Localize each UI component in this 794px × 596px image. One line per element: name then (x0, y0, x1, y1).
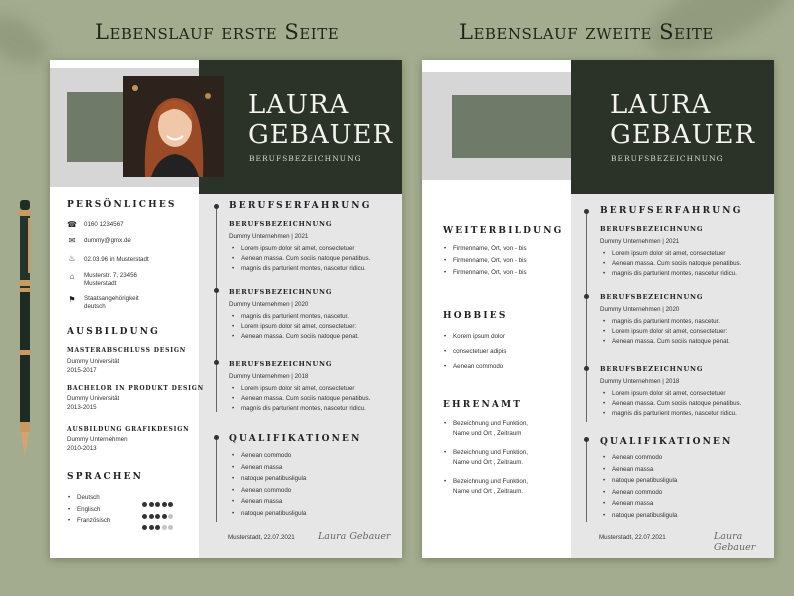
bullet-item: • Aenean massa. Cum sociis natoque penatibus. (231, 254, 370, 264)
qualification-item: • Aenean commodo (602, 452, 677, 464)
bullet-item: • magnis dis parturient montes, nascetur. (602, 317, 730, 327)
further-education-list (443, 243, 527, 280)
education-years: 2015-2017 (67, 367, 97, 374)
volunteer-item (443, 448, 528, 468)
timeline-line (216, 438, 217, 522)
personal-heading: PERSÖNLICHES (67, 200, 177, 210)
phone-icon: ☎ (67, 220, 77, 229)
experience-bullets (231, 244, 370, 273)
qualification-item: • natoque penatibusligula (602, 475, 677, 487)
nationality-line2: deutsch (84, 303, 106, 310)
fountain-pen-image (14, 200, 36, 458)
experience-title: BERUFSBEZEICHNUNG (229, 288, 333, 296)
nationality-line1: Staatsangehörigkeit (84, 295, 139, 302)
email-value: dummy@gmx.de (84, 237, 131, 244)
timeline-dot (584, 209, 589, 214)
bullet-item: • Lorem ipsum dolor sit amet, consectetuer (231, 384, 370, 394)
bullet-item: • Aenean massa. Cum sociis natoque penatibus. (602, 399, 741, 409)
volunteer-line2: Name und Ort , Zeitraum. (453, 459, 524, 466)
experience-heading: BERUFSERFAHRUNG (229, 201, 372, 211)
qualification-item: • Aenean commodo (602, 487, 677, 499)
bullet-item: • magnis dis parturient montes, nascetur. (231, 312, 359, 322)
address-line2: Musterstadt (84, 280, 117, 287)
education-title: BACHELOR IN PRODUKT DESIGN (67, 385, 204, 392)
bullet-item: • Lorem ipsum dolor sit amet, consectetuer (231, 244, 370, 254)
timeline-dot (214, 288, 219, 293)
birthday-cake-icon: ♨ (68, 254, 76, 263)
header-sage-box (452, 95, 571, 158)
hobbies-heading: HOBBIES (443, 311, 508, 321)
title-page1: Lebenslauf erste Seite (95, 20, 340, 44)
timeline-dot (214, 360, 219, 365)
profile-photo (123, 76, 224, 177)
birth-value: 02.03.96 in Musterstadt (84, 256, 149, 263)
experience-title: BERUFSBEZEICHNUNG (229, 360, 333, 368)
mail-icon: ✉ (68, 236, 76, 245)
experience-company: Dummy Unternehmen | 2021 (600, 238, 680, 245)
qualification-item: • natoque penatibusligula (602, 510, 677, 522)
language-level-franzoesisch (142, 517, 175, 535)
timeline-dot (214, 435, 219, 440)
qualification-item: • Aenean commodo (231, 485, 306, 497)
volunteer-heading: EHRENAMT (443, 400, 523, 410)
home-icon: ⌂ (69, 272, 75, 281)
language-item: • Englisch (67, 504, 110, 516)
experience-company: Dummy Unternehmen | 2018 (229, 373, 309, 380)
signature: Laura Gebauer (318, 531, 391, 542)
qualifications-heading: QUALIFIKATIONEN (600, 437, 733, 447)
timeline-line (586, 212, 587, 422)
signature: Laura Gebauer (714, 531, 756, 553)
hobby-item: • Korem ipsum dolor (443, 329, 506, 344)
resume-page-2 (422, 60, 774, 558)
bullet-item: • magnis dis parturient montes, nascetur ridicu. (602, 269, 741, 279)
further-education-item: • Firmenname, Ort, von - bis (443, 267, 527, 279)
volunteer-item (443, 419, 528, 439)
qualification-item: • Aenean massa (602, 498, 677, 510)
experience-bullets (602, 317, 730, 346)
bullet-item: • magnis dis parturient montes, nascetur ridicu. (231, 404, 370, 414)
bullet-item: • Aenean massa. Cum sociis natoque penatibus. (602, 259, 741, 269)
qualification-item: • Aenean commodo (231, 450, 306, 462)
qualification-item: • Aenean massa (602, 464, 677, 476)
first-name: LAURA (248, 90, 350, 120)
qualifications-heading: QUALIFIKATIONEN (229, 434, 362, 444)
bullet-item: • Lorem ipsum dolor sit amet, consectetuer: (231, 322, 359, 332)
volunteer-line2: Name und Ort , Zeitraum. (453, 488, 524, 495)
education-place: Dummy Unternehmen (67, 436, 128, 443)
bullet-item: • magnis dis parturient montes, nascetur ridicu. (602, 409, 741, 419)
volunteer-list (443, 419, 528, 497)
languages-heading: SPRACHEN (67, 472, 144, 482)
bullet-item: • Aenean massa. Cum sociis natoque penat. (602, 337, 730, 347)
timeline-dot (584, 294, 589, 299)
last-name: GEBAUER (610, 120, 756, 150)
education-years: 2013-2015 (67, 404, 97, 411)
volunteer-item (443, 477, 528, 497)
language-item: • Französisch (67, 515, 110, 527)
timeline-dot (214, 204, 219, 209)
further-education-item: • Firmenname, Ort, von - bis (443, 255, 527, 267)
bullet-item: • Aenean massa. Cum sociis natoque penat. (231, 332, 359, 342)
bullet-item: • magnis dis parturient montes, nascetur ridicu. (231, 264, 370, 274)
experience-bullets (602, 389, 741, 418)
last-name: GEBAUER (248, 120, 394, 150)
qualification-item: • natoque penatibusligula (231, 508, 306, 520)
title-page2: Lebenslauf zweite Seite (459, 20, 714, 44)
volunteer-line1: Bezeichnung und Funktion, (453, 478, 528, 485)
volunteer-line1: Bezeichnung und Funktion, (453, 420, 528, 427)
education-heading: AUSBILDUNG (67, 327, 161, 337)
hobby-item: • consectetuer adipis (443, 344, 506, 359)
experience-company: Dummy Unternehmen | 2020 (600, 306, 680, 313)
timeline-dot (584, 437, 589, 442)
education-place: Dummy Universität (67, 358, 120, 365)
resume-page-1 (50, 60, 402, 558)
timeline-dot (584, 366, 589, 371)
qualification-item: • Aenean massa (231, 462, 306, 474)
qualifications-list (231, 450, 306, 520)
first-name: LAURA (610, 90, 712, 120)
education-title: AUSBILDUNG GRAFIKDESIGN (67, 426, 190, 433)
timeline-line (216, 207, 217, 412)
experience-title: BERUFSBEZEICHNUNG (600, 365, 704, 373)
experience-company: Dummy Unternehmen | 2021 (229, 233, 309, 240)
qualifications-list (602, 452, 677, 522)
education-title: MASTERABSCHLUSS DESIGN (67, 347, 187, 354)
experience-bullets (231, 312, 359, 341)
footer-place-date: Musterstadt, 22.07.2021 (599, 534, 666, 541)
experience-heading: BERUFSERFAHRUNG (600, 206, 743, 216)
phone-value: 0160 1234567 (84, 221, 124, 228)
experience-title: BERUFSBEZEICHNUNG (229, 220, 333, 228)
experience-company: Dummy Unternehmen | 2020 (229, 301, 309, 308)
bullet-item: • Lorem ipsum dolor sit amet, consectetuer (602, 389, 741, 399)
education-place: Dummy Universität (67, 395, 120, 402)
qualification-item: • Aenean massa (231, 496, 306, 508)
leaf-shadow (0, 5, 55, 75)
language-item: • Deutsch (67, 492, 110, 504)
volunteer-line1: Bezeichnung und Funktion, (453, 449, 528, 456)
volunteer-line2: Name und Ort , Zeitraum (453, 430, 522, 437)
flag-icon: ⚑ (68, 295, 76, 304)
experience-bullets (602, 249, 741, 278)
address-line1: Musterstr. 7, 23456 (84, 272, 137, 279)
experience-title: BERUFSBEZEICHNUNG (600, 225, 704, 233)
timeline-line (586, 440, 587, 522)
languages-list (67, 492, 110, 527)
bullet-item: • Lorem ipsum dolor sit amet, consectetuer: (602, 327, 730, 337)
job-title: BERUFSBEZEICHNUNG (249, 154, 362, 163)
bullet-item: • Aenean massa. Cum sociis natoque penatibus. (231, 394, 370, 404)
footer-place-date: Musterstadt, 22.07.2021 (228, 534, 295, 541)
education-years: 2010-2013 (67, 445, 97, 452)
further-education-heading: WEITERBILDUNG (443, 226, 564, 236)
experience-bullets (231, 384, 370, 413)
hobbies-list (443, 329, 506, 374)
job-title: BERUFSBEZEICHNUNG (611, 154, 724, 163)
hobby-item: • Aenean commodo (443, 359, 506, 374)
bullet-item: • Lorem ipsum dolor sit amet, consectetuer (602, 249, 741, 259)
qualification-item: • natoque penatibusligula (231, 473, 306, 485)
further-education-item: • Firmenname, Ort, von - bis (443, 243, 527, 255)
experience-company: Dummy Unternehmen | 2018 (600, 378, 680, 385)
experience-title: BERUFSBEZEICHNUNG (600, 293, 704, 301)
